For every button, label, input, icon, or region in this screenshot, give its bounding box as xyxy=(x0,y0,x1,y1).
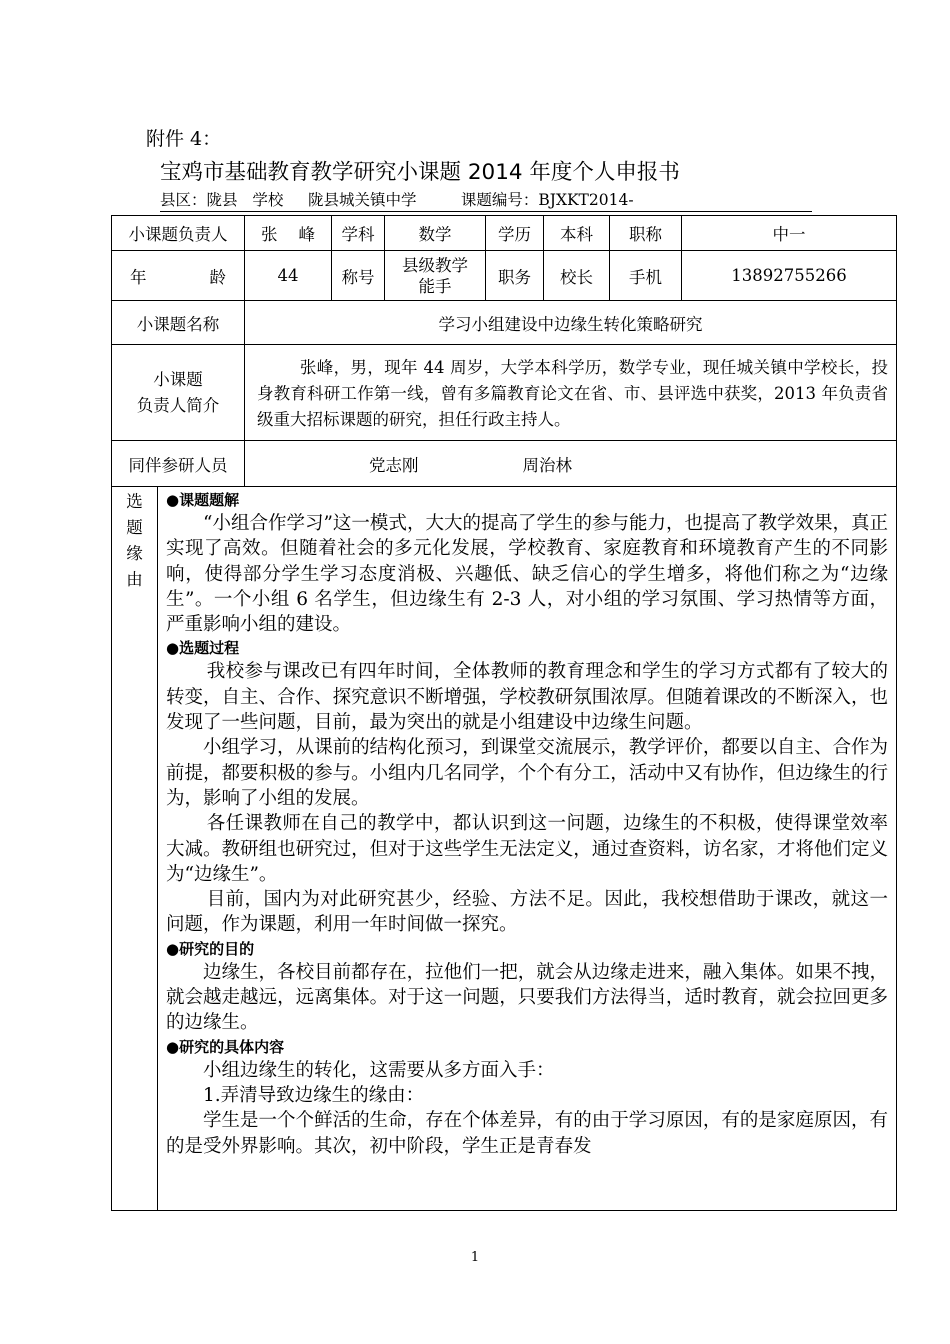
honor-label: 称号 xyxy=(332,251,385,301)
reason-char: 缘 xyxy=(126,544,143,563)
post-value: 校长 xyxy=(544,251,610,301)
paragraph: 小组学习，从课前的结构化预习，到课堂交流展示，教学评价，都要以自主、合作为前提，都要积极的参与。小组内几名同学，个个有分工，活动中又有协作，但边缘生的行为，影响了小组的发展。 xyxy=(166,737,888,809)
honor-line-1: 县级教学 xyxy=(402,255,468,275)
leader-intro-label xyxy=(112,345,245,441)
honor-line-2: 能手 xyxy=(418,276,452,296)
rank-value: 中一 xyxy=(682,216,897,251)
post-label: 职务 xyxy=(486,251,544,301)
reason-content xyxy=(158,487,897,1211)
topic-name-label: 小课题名称 xyxy=(112,301,245,345)
age-label-1: 年 xyxy=(130,267,147,287)
reason-label xyxy=(112,487,158,1211)
attachment-label: 附件 4： xyxy=(146,128,222,150)
leader-intro-text xyxy=(245,345,897,441)
paragraph: 边缘生，各校目前都存在，拉他们一把，就会从边缘走进来，融入集体。如果不拽，就会越走越远，远离集体。对于这一问题，只要我们方法得当，适时教育，就会拉回更多的边缘生。 xyxy=(166,961,888,1034)
intro-paragraph: 张峰，男，现年 44 周岁，大学本科学历，数学专业，现任城关镇中学校长，投身教育科研工作第一线，曾有多篇教育论文在省、市、县评选中获奖，2013 年负责省级重大招标课题的研究，担任行政主持人。 xyxy=(257,357,888,429)
school-value: 陇县城关镇中学 xyxy=(307,191,417,209)
section-heading: ●研究的具体内容 xyxy=(166,1037,285,1056)
leader-label: 小课题负责人 xyxy=(112,216,245,251)
table-row xyxy=(112,301,897,345)
table-row xyxy=(112,251,897,301)
phone-value: 13892755266 xyxy=(682,251,897,301)
paragraph: 各任课教师在自己的教学中，都认识到这一问题，边缘生的不积极，使得课堂效率大减。教研组也研究过，但对于这些学生无法定义，通过查资料，访名家，才将他们定义为“边缘生”。 xyxy=(166,813,888,885)
member-1: 党志刚 xyxy=(369,455,419,475)
page-number: 1 xyxy=(470,1250,480,1265)
intro-label-1: 小课题 xyxy=(153,369,203,389)
paragraph: 我校参与课改已有四年时间，全体教师的教育理念和学生的学习方式都有了较大的转变，自主、合作、探究意识不断增强，学校教研氛围浓厚。但随着课改的不断深入，也发现了一些问题，目前，最为突出的就是小组建设中边缘生问题。 xyxy=(166,661,888,734)
rank-label: 职称 xyxy=(610,216,682,251)
reason-char: 由 xyxy=(126,570,143,589)
subject-value: 数学 xyxy=(385,216,486,251)
leader-value xyxy=(245,216,332,251)
paragraph: 学生是一个个鲜活的生命，存在个体差异，有的由于学习原因，有的是家庭原因，有的是受外界影响。其次，初中阶段，学生正是青春发 xyxy=(166,1110,888,1157)
county-value: 陇县 xyxy=(206,191,238,209)
reason-char: 题 xyxy=(126,518,143,537)
age-label-2: 龄 xyxy=(209,267,226,287)
paragraph: 1.弄清导致边缘生的缘由： xyxy=(203,1084,425,1106)
table-row xyxy=(112,216,897,251)
education-value: 本科 xyxy=(544,216,610,251)
paragraph: 目前，国内为对此研究甚少，经验、方法不足。因此，我校想借助于课改，就这一问题，作为课题，利用一年时间做一探究。 xyxy=(166,889,888,936)
honor-value xyxy=(385,251,486,301)
section-heading: ●选题过程 xyxy=(166,639,240,658)
county-label: 县区： xyxy=(160,191,207,209)
age-value: 44 xyxy=(245,251,332,301)
subject-label: 学科 xyxy=(332,216,385,251)
reason-char: 选 xyxy=(126,492,143,511)
phone-label: 手机 xyxy=(610,251,682,301)
info-line xyxy=(160,189,812,212)
age-label xyxy=(112,251,245,301)
members-label: 同伴参研人员 xyxy=(112,441,245,487)
code-value: BJXKT2014- xyxy=(538,191,634,209)
table-row xyxy=(112,487,897,1211)
member-2: 周治林 xyxy=(522,455,572,475)
table-row xyxy=(112,441,897,487)
section-heading: ●研究的目的 xyxy=(166,939,255,958)
paragraph: “小组合作学习”这一模式，大大的提高了学生的参与能力，也提高了教学效果，真正实现了高效。但随着社会的多元化发展，学校教育、家庭教育和环境教育产生的不同影响，使得部分学生学习态度消极、兴趣低、缺乏信心的学生增多，将他们称之为“边缘生”。一个小组 6 名学生，但边缘生有 2-3 人，对小组的学习氛围、学习热情等方面，严重影响小组的建设。 xyxy=(166,513,888,636)
paragraph: 小组边缘生的转化，这需要从多方面入手： xyxy=(203,1059,555,1081)
application-form-table xyxy=(111,215,897,1211)
leader-name: 张 峰 xyxy=(261,225,315,244)
school-label: 学校 xyxy=(252,191,284,209)
intro-label-2: 负责人简介 xyxy=(136,395,220,415)
document-title: 宝鸡市基础教育教学研究小课题 2014 年度个人申报书 xyxy=(160,160,680,185)
education-label: 学历 xyxy=(486,216,544,251)
code-label: 课题编号： xyxy=(460,191,539,209)
members-value xyxy=(245,441,897,487)
topic-name-value: 学习小组建设中边缘生转化策略研究 xyxy=(245,301,897,345)
table-row xyxy=(112,345,897,441)
section-heading: ●课题题解 xyxy=(166,491,240,509)
